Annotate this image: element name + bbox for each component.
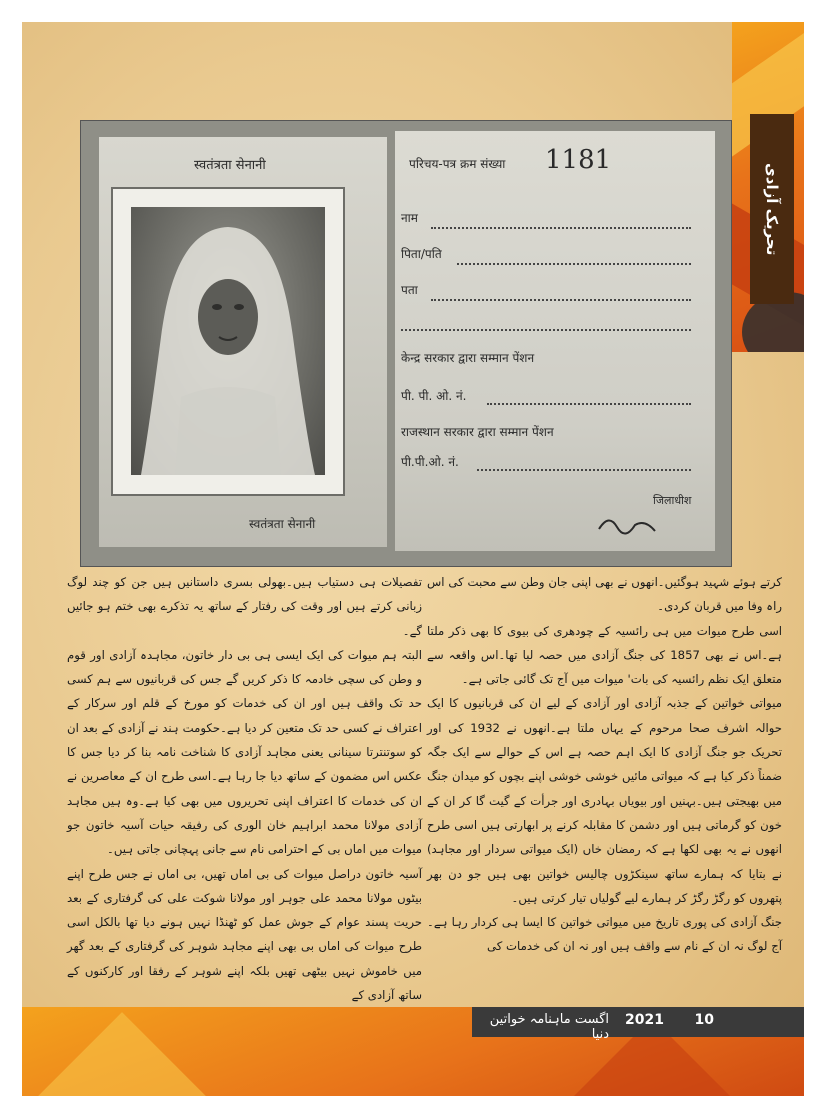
- freedom-fighter-id-card-photo: [80, 120, 732, 567]
- section-label: تحریک آزادی: [750, 114, 794, 304]
- veiled-woman-portrait-icon: [131, 207, 325, 475]
- magazine-page: [22, 22, 804, 1096]
- ppo-label-2: पी.पी.ओ. नं.: [401, 455, 459, 469]
- article-column-right: [427, 570, 782, 959]
- paragraph: کرتے ہوئے شہید ہوگئیں۔انھوں نے بھی اپنی جان وطن سے محبت کی اس راہ وفا میں قربان کردی۔: [427, 575, 782, 614]
- article-column-left: [67, 570, 422, 1007]
- footer-bar: [472, 1007, 804, 1042]
- issue-year: 2021: [625, 1012, 664, 1028]
- state-pension-label: राजस्थान सरकार द्वारा सम्मान पेंशन: [401, 425, 554, 439]
- page-number: 10: [694, 1012, 714, 1028]
- left-card-footer: स्वतंत्रता सेनानी: [249, 517, 316, 531]
- central-pension-label: केन्द्र सरकार द्वारा सम्मान पेंशन: [401, 351, 535, 365]
- father-label: पिता/पति: [401, 247, 442, 261]
- address-label: पता: [401, 283, 418, 297]
- paragraph: اسی طرح میوات میں ہی رائسیہ کے چودھری کی بیوی کا بھی ذکر ملتا ہے۔اس نے بھی 1857 کی جنگ آزادی میں حصہ لیا تھا۔اس واقعہ سے متعلق ایک نظم رائسیہ کی بات' میوات میں آج تک گائی جاتی ہے۔: [427, 623, 783, 687]
- page-footer: [22, 1007, 804, 1096]
- card-number-label: परिचय-पत्र क्रम संख्या: [409, 157, 506, 171]
- card-number: 1181: [545, 145, 612, 175]
- ppo-label-1: पी. पी. ओ. नं.: [401, 389, 467, 403]
- portrait-frame: [111, 187, 345, 496]
- name-label: नाम: [401, 211, 418, 225]
- paragraph: البتہ ہم میوات کی ایک ایسی ہی بی دار خاتون، مجاہدہ آزادی اور قوم و وطن کی سچی خادمہ کا ذکر کریں گے جس کی قربانیوں سے ہم کسی حد تک واقف ہیں اور ان کی خدمات کو مورخ کے قلم اور سرکار کے اعتراف نے کسی حد تک متعین کر دیا ہے۔حکومت ہند نے آزادی کے بعد ان کو سوتنترتا سینانی یعنی مجاہد آزادی کا شناخت نامہ بنا کر دیا جس کا عکس اس مضمون کے ساتھ دیا جا رہا ہے۔اسی طرح ان کے معاصرین نے ان کی خدمات کا اعتراف اپنی تحریروں میں بھی کیا ہے۔وہ ہیں مجاہد آزادی مولانا محمد ابراہیم خان الوری کی رفیقہ حیات آسیہ خاتون جو میوات میں اماں بی کے احترامی نام سے جانی پہچانی جاتی ہیں۔: [67, 647, 422, 857]
- id-card-left-page: [99, 137, 387, 547]
- id-card-right-page: [395, 131, 715, 551]
- district-label: जिलाधीश: [653, 494, 692, 507]
- left-card-header: स्वतंत्रता सेनानी: [194, 158, 266, 173]
- paragraph: جنگ آزادی کی پوری تاریخ میں میواتی خواتین کا ایسا ہی کردار رہا ہے۔آج لوگ نہ ان کے نام سے واقف ہیں اور نہ ان کی خدمات کی: [427, 915, 782, 954]
- paragraph: تفصیلات ہی دستیاب ہیں۔بھولی بسری داستانیں ہیں جن کو چند لوگ زبانی کرتے ہیں اور وقت کی رفتار کے ساتھ یہ تذکرے بھی ختم ہو جائیں گے۔: [67, 575, 422, 638]
- signature-icon: [595, 509, 665, 539]
- paragraph: میواتی خواتین کے جذبہ آزادی اور آزادی کے لیے ان کی قربانیوں کا ایک حوالہ اشرف صحا مرحوم کے یہاں ملتا ہے۔انھوں نے 1932 کی اور تحریک جو جنگ آزادی کا ایک اہم حصہ ہے اس کے حوالے سے ایک جگہ ضمناً ذکر کیا ہے کہ میواتی مائیں خوشی خوشی اپنے بچوں کو میدان جنگ میں بھیجتی ہیں۔بہنیں اور بیویاں بہادری اور جرأت کے گیت گا کر ان کے خون کو گرماتی ہیں اور دشمن کا مقابلہ کرنے پر ابھارتی ہیں اسی طرح انھوں نے یہ بھی لکھا ہے کہ رمضان خاں (ایک میواتی سردار اور مجاہد) نے بتایا کہ ہمارے ساتھ سینکڑوں چالیس خواتین بھی ہیں جو دن بھر پتھروں کو رگڑ رگڑ کر ہمارے لیے گولیاں تیار کرتی ہیں۔: [427, 696, 782, 905]
- portrait-photo: [131, 207, 325, 475]
- magazine-name: اگست ماہنامہ خواتین دنیا: [489, 1012, 609, 1042]
- paragraph: آسیہ خاتون دراصل میوات کی بی اماں تھیں، بی اماں نے جس طرح اپنے بیٹوں مولانا محمد علی جوہر اور مولانا شوکت علی کی گرفتاری کے بعد حریت پسند عوام کے جوش عمل کو ٹھنڈا نہیں ہونے دیا تھا بالکل اسی طرح میوات کی اماں بی بھی اپنے مجاہد شوہر کی گرفتاری کے بعد گھر میں خاموش نہیں بیٹھی تھیں بلکہ اپنے شوہر کے رفقا اور کارکنوں کے ساتھ آزادی کے: [67, 866, 422, 1003]
